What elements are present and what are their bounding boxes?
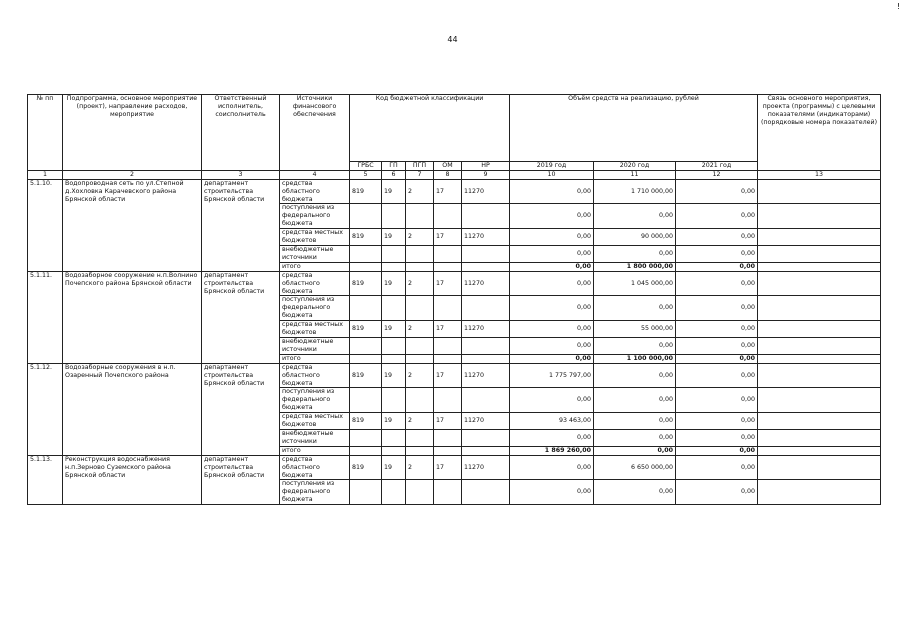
source-label: средства местных бюджетов	[280, 321, 350, 338]
code-grbs	[350, 480, 382, 505]
code-om	[434, 246, 462, 263]
header-grbs: ГРБС	[350, 162, 382, 171]
header-om: ОМ	[434, 162, 462, 171]
code-grbs: 819	[350, 455, 382, 480]
amount-cell: 0,00	[676, 355, 758, 364]
header-subprogram: Подпрограмма, основное мероприятие (проект), направление расходов, мероприятие	[63, 95, 202, 171]
code-pgp	[406, 430, 434, 447]
code-gp	[382, 480, 406, 505]
amount-cell: 0,00	[676, 321, 758, 338]
header-num: № пп	[28, 95, 63, 171]
code-nr: 11270	[462, 271, 510, 296]
amount-cell: 1 800 000,00	[594, 263, 676, 272]
code-nr: 11270	[462, 413, 510, 430]
amount-cell: 93 463,00	[510, 413, 594, 430]
code-pgp	[406, 263, 434, 272]
code-gp: 19	[382, 413, 406, 430]
code-om	[434, 388, 462, 413]
code-nr	[462, 447, 510, 456]
code-pgp	[406, 204, 434, 229]
code-gp: 19	[382, 321, 406, 338]
code-gp: 19	[382, 363, 406, 388]
amount-cell: 0,00	[676, 430, 758, 447]
source-label: итого	[280, 263, 350, 272]
amount-cell: 0,00	[594, 363, 676, 388]
code-om	[434, 480, 462, 505]
source-label: поступления из федерального бюджета	[280, 480, 350, 505]
amount-cell: 0,00	[594, 388, 676, 413]
source-label: внебюджетные источники	[280, 246, 350, 263]
indicator-cell	[758, 388, 881, 413]
indicator-cell	[758, 355, 881, 364]
amount-cell: 0,00	[510, 271, 594, 296]
amount-cell: 0,00	[510, 430, 594, 447]
code-nr	[462, 355, 510, 364]
code-pgp: 2	[406, 413, 434, 430]
amount-cell: 0,00	[676, 338, 758, 355]
amount-cell: 0,00	[676, 447, 758, 456]
budget-table	[27, 94, 881, 505]
code-grbs	[350, 355, 382, 364]
amount-cell: 0,00	[594, 413, 676, 430]
amount-cell: 0,00	[510, 229, 594, 246]
code-om: 17	[434, 271, 462, 296]
code-om	[434, 338, 462, 355]
col-number: 1	[28, 171, 63, 180]
amount-cell: 0,00	[676, 204, 758, 229]
header-gp: ГП	[382, 162, 406, 171]
code-om	[434, 430, 462, 447]
source-label: средства местных бюджетов	[280, 413, 350, 430]
entry-name: Водозаборные сооружения в н.п. Озаренный Почепского района	[63, 363, 202, 455]
indicator-cell	[758, 296, 881, 321]
header-row	[28, 95, 881, 162]
source-label: итого	[280, 447, 350, 456]
indicator-cell	[758, 338, 881, 355]
code-grbs	[350, 388, 382, 413]
code-gp	[382, 447, 406, 456]
header-nr: НР	[462, 162, 510, 171]
code-grbs: 819	[350, 271, 382, 296]
code-om: 17	[434, 363, 462, 388]
source-label: средства областного бюджета	[280, 455, 350, 480]
code-nr	[462, 296, 510, 321]
col-number: 11	[594, 171, 676, 180]
col-number: 5	[350, 171, 382, 180]
amount-cell: 0,00	[594, 246, 676, 263]
code-pgp: 2	[406, 321, 434, 338]
code-nr	[462, 263, 510, 272]
col-number: 8	[434, 171, 462, 180]
indicator-cell	[758, 413, 881, 430]
entry-number: 5.1.12.	[28, 363, 63, 455]
header-volume: Объём средств на реализацию, рублей	[510, 95, 758, 162]
code-om	[434, 296, 462, 321]
entry-number: 5.1.10.	[28, 179, 63, 271]
amount-cell: 1 100 000,00	[594, 355, 676, 364]
amount-cell: 0,00	[594, 296, 676, 321]
code-pgp: 2	[406, 271, 434, 296]
code-gp	[382, 355, 406, 364]
col-number: 3	[202, 171, 280, 180]
code-pgp: 2	[406, 455, 434, 480]
code-nr	[462, 338, 510, 355]
header-executor: Ответственный исполнитель, соисполнитель	[202, 95, 280, 171]
code-pgp	[406, 355, 434, 364]
code-nr: 11270	[462, 455, 510, 480]
col-number: 2	[63, 171, 202, 180]
amount-cell: 0,00	[676, 480, 758, 505]
code-om	[434, 447, 462, 456]
code-gp	[382, 296, 406, 321]
code-om: 17	[434, 179, 462, 204]
code-nr: 11270	[462, 179, 510, 204]
amount-cell: 0,00	[676, 179, 758, 204]
col-number: 13	[758, 171, 881, 180]
code-grbs	[350, 246, 382, 263]
code-gp	[382, 338, 406, 355]
amount-cell: 0,00	[510, 204, 594, 229]
amount-cell: 0,00	[510, 355, 594, 364]
code-nr	[462, 204, 510, 229]
code-grbs	[350, 263, 382, 272]
code-nr	[462, 480, 510, 505]
table-body	[28, 95, 881, 505]
header-2021: 2021 год	[676, 162, 758, 171]
source-label: средства областного бюджета	[280, 271, 350, 296]
code-om: 17	[434, 455, 462, 480]
code-grbs	[350, 338, 382, 355]
code-pgp: 2	[406, 179, 434, 204]
code-pgp	[406, 447, 434, 456]
code-om	[434, 204, 462, 229]
col-number: 6	[382, 171, 406, 180]
code-nr: 11270	[462, 321, 510, 338]
table-row	[28, 455, 881, 480]
indicator-cell	[758, 363, 881, 388]
code-grbs: 819	[350, 413, 382, 430]
amount-cell: 1 045 000,00	[594, 271, 676, 296]
page-number: 44	[447, 35, 458, 44]
indicator-cell	[758, 229, 881, 246]
indicator-cell	[758, 263, 881, 272]
source-label: поступления из федерального бюджета	[280, 388, 350, 413]
code-gp: 19	[382, 229, 406, 246]
code-gp	[382, 430, 406, 447]
code-grbs: 819	[350, 229, 382, 246]
header-link: Связь основного мероприятия, проекта (программы) с целевыми показателями (индикаторами) (порядковые номера показателей)	[758, 95, 881, 171]
code-pgp: 2	[406, 229, 434, 246]
code-gp	[382, 388, 406, 413]
code-grbs: 819	[350, 179, 382, 204]
code-nr	[462, 246, 510, 263]
amount-cell: 0,00	[510, 338, 594, 355]
indicator-cell	[758, 480, 881, 505]
code-gp	[382, 204, 406, 229]
amount-cell: 0,00	[594, 447, 676, 456]
amount-cell: 0,00	[594, 480, 676, 505]
table-row	[28, 271, 881, 296]
source-label: средства областного бюджета	[280, 179, 350, 204]
entry-name: Водозаборное сооружение н.п.Волнино Почепского района Брянской области	[63, 271, 202, 363]
amount-cell: 0,00	[676, 229, 758, 246]
amount-cell: 0,00	[676, 296, 758, 321]
amount-cell: 6 650 000,00	[594, 455, 676, 480]
indicator-cell	[758, 271, 881, 296]
amount-cell: 0,00	[676, 263, 758, 272]
code-nr	[462, 388, 510, 413]
corner-mark: !	[897, 2, 901, 11]
col-number: 12	[676, 171, 758, 180]
entry-executor: департамент строительства Брянской области	[202, 455, 280, 504]
amount-cell: 55 000,00	[594, 321, 676, 338]
amount-cell: 90 000,00	[594, 229, 676, 246]
amount-cell: 0,00	[510, 455, 594, 480]
code-grbs: 819	[350, 363, 382, 388]
header-pgp: ПГП	[406, 162, 434, 171]
header-2019: 2019 год	[510, 162, 594, 171]
column-number-row	[28, 171, 881, 180]
code-pgp	[406, 480, 434, 505]
code-pgp: 2	[406, 363, 434, 388]
source-label: внебюджетные источники	[280, 430, 350, 447]
code-gp: 19	[382, 455, 406, 480]
code-grbs	[350, 430, 382, 447]
entry-executor: департамент строительства Брянской области	[202, 179, 280, 271]
code-grbs: 819	[350, 321, 382, 338]
amount-cell: 0,00	[676, 388, 758, 413]
col-number: 4	[280, 171, 350, 180]
code-nr	[462, 430, 510, 447]
code-gp: 19	[382, 271, 406, 296]
source-label: средства областного бюджета	[280, 363, 350, 388]
code-pgp	[406, 246, 434, 263]
indicator-cell	[758, 204, 881, 229]
code-om: 17	[434, 229, 462, 246]
header-code: Код бюджетной классификации	[350, 95, 510, 162]
code-gp: 19	[382, 179, 406, 204]
entry-executor: департамент строительства Брянской области	[202, 363, 280, 455]
header-source: Источники финансового обеспечения	[280, 95, 350, 171]
code-om	[434, 355, 462, 364]
entry-name: Реконструкция водоснабжения н.п.Зерново Суземского района Брянской области	[63, 455, 202, 504]
col-number: 9	[462, 171, 510, 180]
code-grbs	[350, 204, 382, 229]
indicator-cell	[758, 430, 881, 447]
amount-cell: 0,00	[676, 246, 758, 263]
code-nr: 11270	[462, 363, 510, 388]
amount-cell: 1 710 000,00	[594, 179, 676, 204]
code-grbs	[350, 447, 382, 456]
code-nr: 11270	[462, 229, 510, 246]
indicator-cell	[758, 321, 881, 338]
code-om: 17	[434, 413, 462, 430]
amount-cell: 1 869 260,00	[510, 447, 594, 456]
indicator-cell	[758, 447, 881, 456]
amount-cell: 0,00	[594, 430, 676, 447]
amount-cell: 0,00	[510, 388, 594, 413]
code-om	[434, 263, 462, 272]
amount-cell: 0,00	[510, 263, 594, 272]
table-row	[28, 363, 881, 388]
entry-name: Водопроводная сеть по ул.Степной д.Хохловка Карачевского района Брянской области	[63, 179, 202, 271]
source-label: внебюджетные источники	[280, 338, 350, 355]
indicator-cell	[758, 246, 881, 263]
table-row	[28, 179, 881, 204]
amount-cell: 0,00	[594, 338, 676, 355]
col-number: 10	[510, 171, 594, 180]
source-label: поступления из федерального бюджета	[280, 296, 350, 321]
amount-cell: 0,00	[510, 179, 594, 204]
amount-cell: 0,00	[676, 271, 758, 296]
amount-cell: 0,00	[510, 480, 594, 505]
code-gp	[382, 246, 406, 263]
code-om: 17	[434, 321, 462, 338]
entry-executor: департамент строительства Брянской области	[202, 271, 280, 363]
code-pgp	[406, 338, 434, 355]
amount-cell: 0,00	[676, 363, 758, 388]
amount-cell: 0,00	[676, 455, 758, 480]
amount-cell: 0,00	[676, 413, 758, 430]
source-label: средства местных бюджетов	[280, 229, 350, 246]
header-2020: 2020 год	[594, 162, 676, 171]
amount-cell: 0,00	[510, 321, 594, 338]
amount-cell: 0,00	[510, 246, 594, 263]
amount-cell: 1 775 797,00	[510, 363, 594, 388]
code-pgp	[406, 296, 434, 321]
source-label: итого	[280, 355, 350, 364]
code-grbs	[350, 296, 382, 321]
code-pgp	[406, 388, 434, 413]
entry-number: 5.1.13.	[28, 455, 63, 504]
indicator-cell	[758, 179, 881, 204]
col-number: 7	[406, 171, 434, 180]
code-gp	[382, 263, 406, 272]
indicator-cell	[758, 455, 881, 480]
amount-cell: 0,00	[594, 204, 676, 229]
source-label: поступления из федерального бюджета	[280, 204, 350, 229]
amount-cell: 0,00	[510, 296, 594, 321]
entry-number: 5.1.11.	[28, 271, 63, 363]
